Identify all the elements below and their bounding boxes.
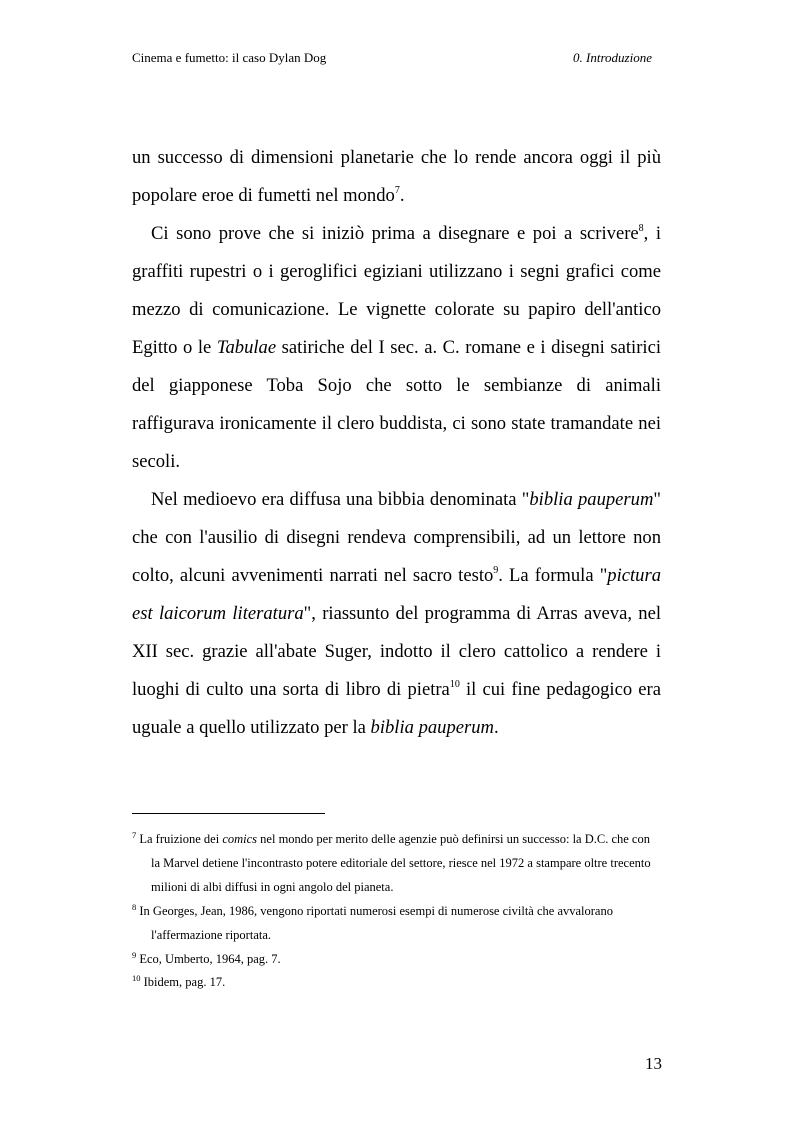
paragraph-text: .	[493, 717, 499, 738]
italic-term: biblia pauperum	[529, 489, 654, 510]
footnote-10	[132, 971, 661, 995]
footnote-text: La fruizione dei	[139, 832, 223, 846]
page-number: 13	[645, 1054, 662, 1073]
paragraph-text: " che con l'ausilio di disegni rendeva comprensibili, ad un lettore non colto, alcuni avvenimenti narrati nel sacro testo	[132, 489, 661, 586]
italic-term: Tabulae	[216, 337, 277, 358]
paragraph-text: il cui fine pedagogico era uguale a quello utilizzato per la	[132, 679, 661, 738]
body-text	[132, 139, 661, 747]
footnote-italic: comics	[222, 832, 258, 846]
paragraph-2	[132, 215, 661, 481]
footnote-number: 8	[132, 901, 137, 912]
footnote-number: 10	[132, 973, 141, 984]
header-title: Cinema e fumetto: il caso Dylan Dog	[132, 50, 327, 65]
footnote-ref-9[interactable]: 9	[493, 565, 499, 576]
paragraph-text: , i graffiti rupestri o i geroglifici egiziani utilizzano i segni grafici come mezzo di comunicazione. Le vignette colorate su papiro dell'antico Egitto o le	[132, 223, 661, 358]
italic-term: pictura est laicorum literatura	[132, 565, 661, 624]
paragraph-text: .	[399, 185, 405, 206]
paragraph-text: Ci sono prove che si iniziò prima a disegnare e poi a scrivere	[151, 223, 639, 244]
paragraph-3	[132, 481, 661, 747]
footnote-ref-10[interactable]: 10	[449, 679, 460, 690]
footnote-text: Eco, Umberto, 1964, pag. 7.	[139, 951, 281, 966]
footnote-number: 9	[132, 949, 137, 960]
paragraph-text: ", riassunto del programma di Arras aveva, nel XII sec. grazie all'abate Suger, indotto il clero cattolico a rendere i luoghi di culto una sorta di libro di pietra	[132, 603, 661, 700]
footnote-text: In Georges, Jean, 1986, vengono riportati numerosi esempi di numerose civiltà che avvalorano l'affermazione riportata.	[139, 903, 613, 942]
footnote-8	[132, 900, 661, 948]
footnote-ref-7[interactable]: 7	[394, 185, 400, 196]
header-section: 0. Introduzione	[573, 50, 652, 65]
footnote-9	[132, 948, 661, 972]
paragraph-text: un successo di dimensioni planetarie che lo rende ancora oggi il più popolare eroe di fumetti nel mondo	[132, 147, 661, 206]
footnote-7	[132, 828, 661, 900]
paragraph-text: satiriche del I sec. a. C. romane e i disegni satirici del giapponese Toba Sojo che sotto le sembianze di animali raffigurava ironicamente il clero buddista, ci sono state tramandate nei secoli.	[132, 337, 661, 472]
footnote-text: nel mondo per merito delle agenzie può definirsi un successo: la D.C. che con la Marvel detiene l'incontrasto potere editoriale del settore, riesce nel 1972 a stampare oltre trecento milioni di albi diffusi in ogni angolo del pianeta.	[151, 832, 651, 894]
running-header	[132, 50, 652, 66]
paragraph-1	[132, 139, 661, 215]
footnote-number: 7	[132, 830, 137, 840]
footnote-text: Ibidem, pag. 17.	[143, 975, 226, 990]
paragraph-text: Nel medioevo era diffusa una bibbia denominata "	[151, 489, 530, 510]
paragraph-text: . La formula "	[498, 565, 608, 586]
footnote-ref-8[interactable]: 8	[638, 223, 644, 234]
footnotes	[132, 828, 661, 995]
italic-term: biblia pauperum	[370, 717, 494, 738]
footnote-separator	[132, 813, 325, 814]
